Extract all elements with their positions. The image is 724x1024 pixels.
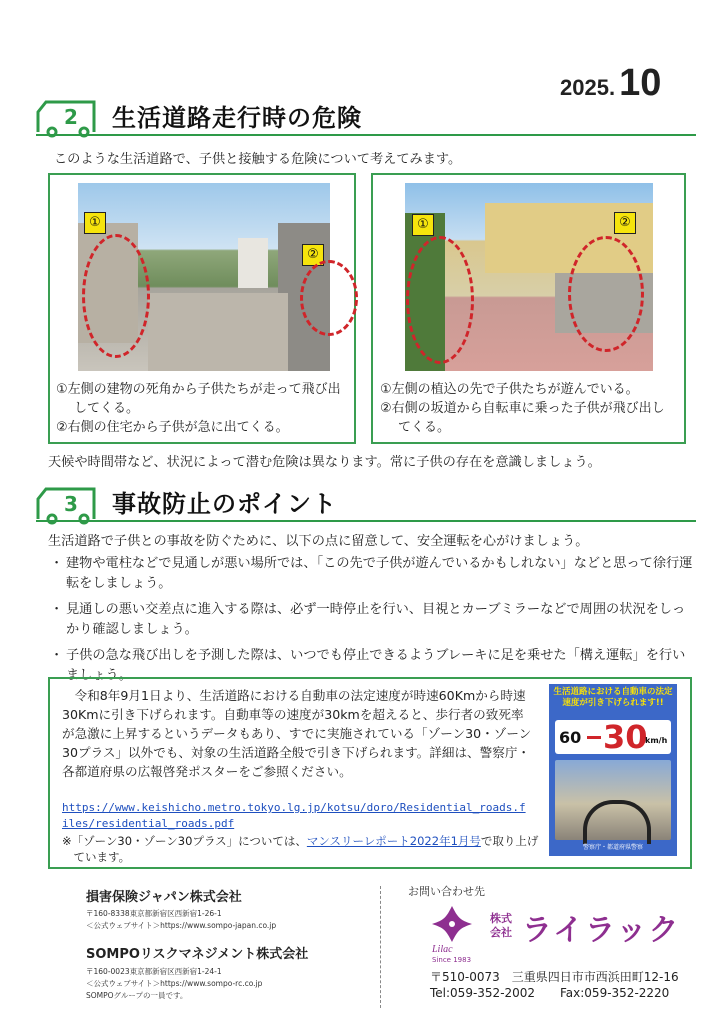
agency-name: ライラック <box>522 913 681 948</box>
tips-list <box>50 554 696 686</box>
company2-website: ＜公式ウェブサイト＞https://www.sompo-rc.co.jp <box>86 979 263 988</box>
marker-2-photo-2: ② <box>614 212 636 234</box>
poster-steering-wheel-icon <box>583 800 651 844</box>
section2-intro: このような生活道路で、子供と接触する危険について考えてみます。 <box>54 152 462 167</box>
agency-fax: Fax:059-352-2220 <box>560 986 670 1000</box>
speed-limit-poster <box>549 684 677 856</box>
info-url-link[interactable]: https://www.keishicho.metro.tokyo.lg.jp/kotsu/doro/Residential_roads.files/residential_roads.pdf <box>62 801 526 830</box>
danger-zone-2-photo-1 <box>300 260 358 336</box>
issue-date <box>560 62 661 105</box>
section2-number: 2 <box>64 105 78 129</box>
info-body: 令和8年9月1日より、生活道路における自動車の法定速度が時速60Kmから時速30Kmに引き下げられます。自動車等の速度が30kmを超えると、歩行者の致死率が急激に上昇するというデータもあり、すでに実施されている「ゾーン30・ゾーン30プラス」以外でも、対象の生活道路全般で引き下げられます。詳細は、警察庁・各都道府県の広報啓発ポスターをご参照ください。 <box>62 688 532 779</box>
poster-old-speed: 60 <box>559 728 582 747</box>
tip-item: ・ 見通しの悪い交差点に進入する際は、必ず一時停止を行い、目視とカーブミラーなどで周囲の状況をしっかり確認しましょう。 <box>50 600 696 640</box>
monthly-report-link[interactable]: マンスリーレポート2022年1月号 <box>306 834 481 848</box>
issue-year: 2025. <box>560 75 616 100</box>
marker-1-photo-1: ① <box>84 212 106 234</box>
photo1-road <box>148 293 288 371</box>
poster-road-illustration <box>555 760 671 840</box>
section3-rule <box>36 520 696 522</box>
company1-address: 〒160-8338東京都新宿区西新宿1-26-1 <box>86 909 222 918</box>
poster-arrow <box>587 736 601 739</box>
lilac-flower-icon <box>430 904 474 944</box>
company2-group: SOMPOグループの一員です。 <box>86 991 188 1000</box>
caption-2-photo-2: ②右側の坂道から自転車に乗った子供が飛び出してくる。 <box>380 401 665 435</box>
contact-label: お問い合わせ先 <box>408 885 485 898</box>
caption-1-photo-2: ①左側の植込の先で子供たちが遊んでいる。 <box>380 382 639 397</box>
company1-website: ＜公式ウェブサイト＞https://www.sompo-japan.co.jp <box>86 921 277 930</box>
info-note-prefix: ※「ゾーン30・ゾーン30プラス」については、 <box>62 834 307 848</box>
caption-2-photo-1: ②右側の住宅から子供が急に出てくる。 <box>56 420 289 435</box>
tip-item: ・ 建物や電柱などで見通しが悪い場所では、「この先で子供が遊んでいるかもしれない」などと思って徐行運転をしましょう。 <box>50 554 696 594</box>
agency-prefix <box>490 912 512 940</box>
poster-new-speed: 30 <box>603 718 648 756</box>
danger-zone-1-photo-2 <box>406 236 474 364</box>
marker-1-photo-2: ① <box>412 214 434 236</box>
issue-month: 10 <box>619 62 662 104</box>
info-note-suffix: で取り上げています。 <box>73 834 539 864</box>
tip-item: ・ 子供の急な飛び出しを予測した際は、いつでも停止できるようブレーキに足を乗せた「構え運転」を行いましょう。 <box>50 646 696 686</box>
section3-number: 3 <box>64 492 78 516</box>
poster-title: 生活道路における自動車の法定速度が引き下げられます!! <box>553 687 673 708</box>
company2-name: SOMPOリスクマネジメント株式会社 <box>86 947 309 962</box>
marker-2-photo-1: ② <box>302 244 324 266</box>
company1-name: 損害保険ジャパン株式会社 <box>86 890 242 905</box>
agency-prefix-bottom: 会社 <box>490 926 512 939</box>
agency-prefix-top: 株式 <box>490 912 512 925</box>
logo-name: Lilac <box>432 944 453 955</box>
section3-title: 事故防止のポイント <box>112 490 337 518</box>
poster-credit: 警察庁・都道府県警察 <box>582 844 643 851</box>
footer-divider <box>380 886 381 1008</box>
section2-rule <box>36 134 696 136</box>
danger-zone-1-photo-1 <box>82 234 150 358</box>
info-note <box>62 833 544 865</box>
danger-zone-2-photo-2 <box>568 236 644 352</box>
section2-title: 生活道路走行時の危険 <box>112 104 362 132</box>
agency-tel: Tel:059-352-2002 <box>430 986 536 1000</box>
captions-photo-2 <box>380 380 676 437</box>
photo1-house <box>238 238 268 288</box>
poster-unit: km/h <box>645 736 668 745</box>
company2-address: 〒160-0023東京都新宿区西新宿1-24-1 <box>86 967 222 976</box>
logo-since: Since 1983 <box>432 956 472 964</box>
captions-photo-1 <box>56 380 346 437</box>
agency-address: 〒510-0073 三重県四日市市西浜田町12-16 <box>430 970 679 984</box>
section2-note: 天候や時間帯など、状況によって潜む危険は異なります。常に子供の存在を意識しましょう。 <box>48 455 601 470</box>
section3-intro: 生活道路で子供との事故を防ぐために、以下の点に留意して、安全運転を心がけましょう。 <box>48 534 589 549</box>
caption-1-photo-1: ①左側の建物の死角から子供たちが走って飛び出してくる。 <box>56 382 341 416</box>
